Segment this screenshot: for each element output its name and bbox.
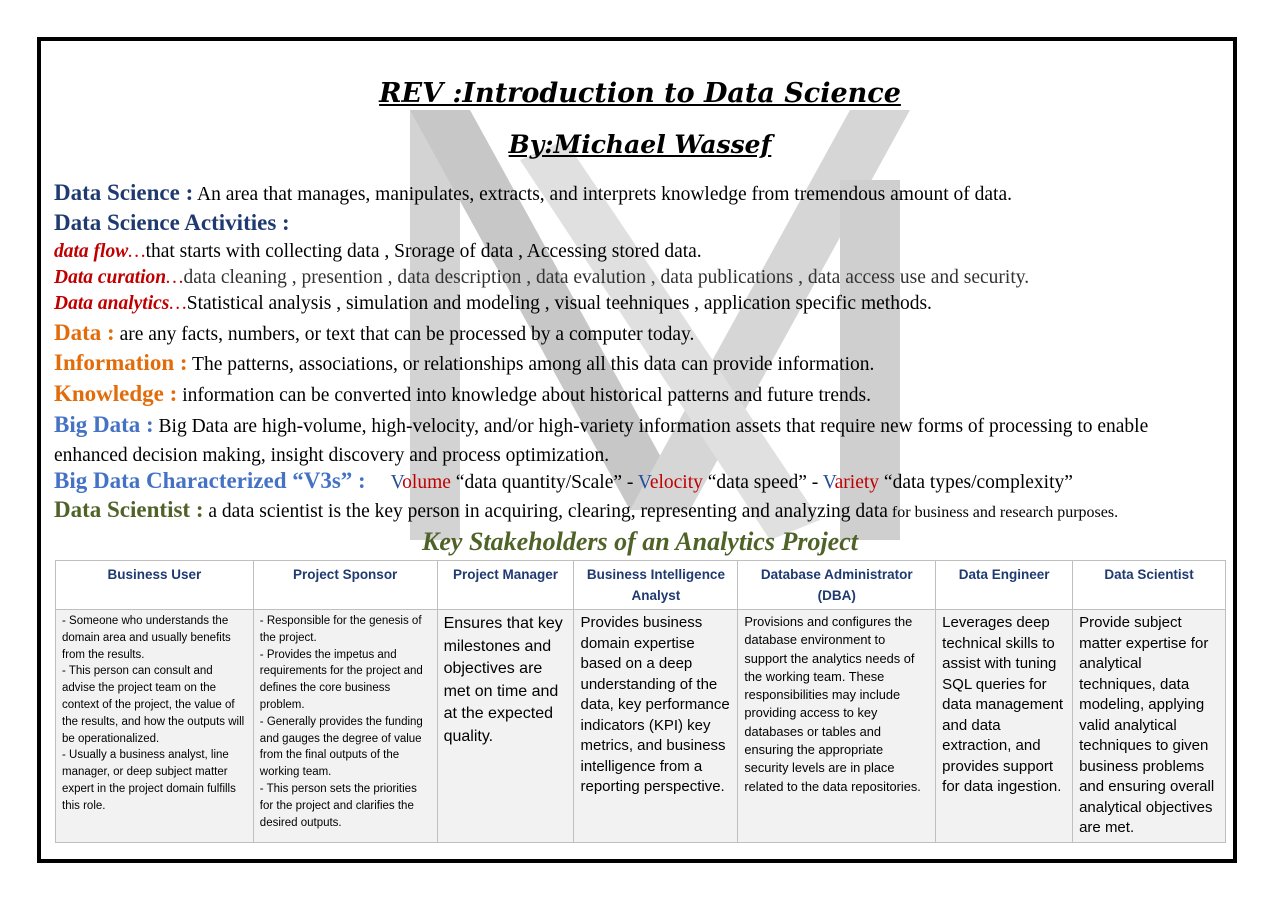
volume-desc: “data quantity/Scale” - [450,472,638,493]
term-data-curation: Data curation [54,267,167,288]
author-line: By:Michael Wassef [508,130,772,159]
velocity-word: elocity [649,472,703,493]
def-v3s [54,468,1073,494]
table-cell: Leverages deep technical skills to assist with tuning SQL queries for data management and data extraction, and provides support for data ingestion. [936,610,1073,843]
column-header: Project Manager [437,561,574,610]
table-cell: Provisions and configures the database environment to support the analytics needs of the working team. These responsibilities may include providing access to key databases or tables and ensuring the appropriate security levels are in place related to the data repositories. [738,610,936,843]
ellipsis: … [169,293,187,314]
term-v3s: Big Data Characterized “V3s” : [54,468,366,493]
term-big-data: Big Data : [54,412,154,437]
def-data [54,320,694,346]
velocity-desc: “data speed” - [702,472,823,493]
def-text: The patterns, associations, or relationships among all this data can provide information. [187,354,875,375]
stakeholders-table [55,560,1226,843]
table-cell: Provides business domain expertise based on a deep understanding of the data, key performance indicators (KPI) key metrics, and business intelligence from a reporting perspective. [574,610,738,843]
def-information [54,350,874,376]
ellipsis: … [128,241,146,262]
def-text: An area that manages, manipulates, extracts, and interprets knowledge from tremendous amount of data. [193,184,1012,205]
def-data-flow [54,241,702,263]
def-big-data [54,410,1204,470]
table-cell: - Responsible for the genesis of the project. - Provides the impetus and requirements for the project and defines the core business problem. - Generally provides the funding and gauges the degree of value from the final outputs of the working team. - This person sets the priorities for the project and clarifies the desired outputs. [253,610,437,843]
term-data-flow: data flow [54,241,129,262]
def-text: Big Data are high-volume, high-velocity, and/or high-variety information assets that require new forms of processing to enable enhanced decision making, insight discovery and process optimization. [54,416,1149,466]
volume-word: olume [402,472,451,493]
column-header: Data Scientist [1073,561,1226,610]
term-data-scientist: Data Scientist : [54,497,204,522]
term-information: Information : [54,350,188,375]
column-header: Database Administrator (DBA) [738,561,936,610]
table-cell: - Someone who understands the domain area and usually benefits from the results. - This person can consult and advise the project team on the context of the project, the value of the results, and how the outputs will be operationalized. - Usually a business analyst, line manager, or deep subject matter expert in the project domain fulfills this role. [56,610,254,843]
def-text: information can be converted into knowledge about historical patterns and future trends. [177,385,871,406]
v-letter: V [822,472,835,493]
page-title: REV :Introduction to Data Science [379,78,901,109]
def-data-scientist [54,497,1118,523]
v-letter: V [390,472,403,493]
term-data: Data : [54,320,115,345]
column-header: Data Engineer [936,561,1073,610]
def-data-analytics [54,293,932,315]
def-text: are any facts, numbers, or text that can be processed by a computer today. [114,324,695,345]
ellipsis: … [166,267,184,288]
term-data-science: Data Science : [54,180,194,205]
def-data-science [54,180,1012,206]
def-text: that starts with collecting data , Srorage of data , Accessing stored data. [145,241,702,262]
table-cell: Provide subject matter expertise for analytical techniques, data modeling, applying valid analytical techniques to given business problems and ensuring overall analytical objectives are met. [1073,610,1226,843]
table-cell: Ensures that key milestones and objectives are met on time and at the expected quality. [437,610,574,843]
v-letter: V [637,472,650,493]
variety-word: ariety [834,472,880,493]
term-data-analytics: Data analytics [54,293,170,314]
def-text: a data scientist is the key person in acquiring, clearing, representing and analyzing data [203,501,888,522]
def-knowledge [54,381,871,407]
table-row [56,610,1226,843]
activities-heading [54,210,290,236]
variety-desc: “data types/complexity” [879,472,1073,493]
column-header: Business Intelligence Analyst [574,561,738,610]
term-knowledge: Knowledge : [54,381,178,406]
column-header: Project Sponsor [253,561,437,610]
def-text-small: for business and research purposes. [887,504,1119,521]
def-text: data cleaning , presention , data description , data evalution , data publications , data access use and security. [183,267,1030,288]
activities-heading-text: Data Science Activities : [54,210,290,235]
table-header-row [56,561,1226,610]
column-header: Business User [56,561,254,610]
stakeholders-heading: Key Stakeholders of an Analytics Project [422,527,858,556]
def-text: Statistical analysis , simulation and modeling , visual teehniques , application specific methods. [186,293,932,314]
def-data-curation [54,267,1029,289]
